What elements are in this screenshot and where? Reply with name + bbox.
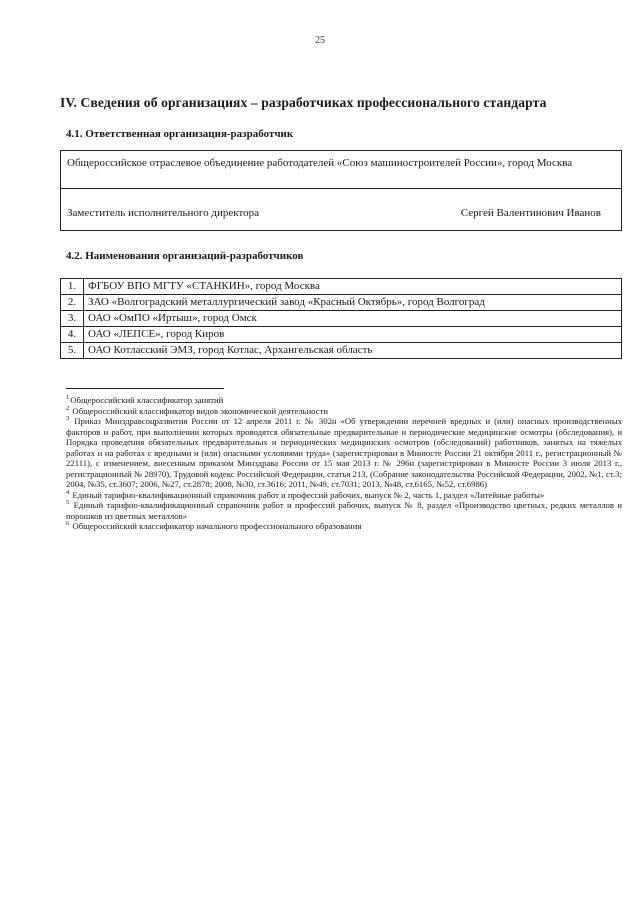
footnote-3 [66, 416, 622, 490]
page-number: 25 [315, 35, 325, 46]
table-row [61, 343, 622, 359]
responsible-org-heading: 4.1. Ответственная организация-разработчик [66, 128, 294, 140]
footnote-text: Единый тарифно-квалификационный справочник работ и профессий рабочих, выпуск № 8, раздел «Производство цветных, редких металлов и порошков из цветных металлов» [66, 500, 623, 521]
org-name-cell: ОАО Котласский ЭМЗ, город Котлас, Архангельская область [84, 343, 622, 359]
footnote-separator [66, 388, 224, 389]
row-number: 4. [61, 327, 84, 343]
footnote-text: Общероссийский классификатор начального профессионального образования [72, 521, 362, 531]
footnote-mark: 4 [66, 488, 70, 496]
responsible-org-box [60, 150, 622, 231]
responsible-person-name: Сергей Валентинович Иванов [460, 207, 601, 219]
row-number: 1. [61, 279, 84, 295]
footnote-1 [66, 395, 622, 406]
footnote-text: Общероссийский классификатор видов экономической деятельности [72, 405, 329, 416]
developer-orgs-table [60, 278, 622, 359]
footnote-text: Единый тарифно-квалификационный справочник работ и профессий рабочих, выпуск № 2, часть 1, раздел «Литейные работы» [72, 489, 545, 500]
footnote-6 [66, 521, 622, 532]
footnote-text: Приказ Минздравсоцразвития России от 12 апреля 2011 г. № 302н «Об утверждении перечней вредных и (или) опасных производственных факторов и работ, при выполнении которых проводятся обязательные предварительные и периодические медицинские осмотры (обследования), и Порядка проведения обязательных предварительных и периодических медицинских осмотров (обследований) работников, занятых на тяжелых работах и на работах с вредными и (или) опасными условиями труда» (зарегистрирован в Минюсте России 21 октября 2011 г., регистрационный № 22111), с изменением, внесенным приказом Минздрава России от 15 мая 2013 г. № 296н (зарегистрирован в Минюсте России 3 июля 2013 г., регистрационный № 28970), Трудовой кодекс Российской Федерации, статья 213, (Собрание законодательства Российской Федерации, 2002, №1, ст.3; 2004, №35, ст.3607; 2006, №27, ст.2878; 2008, №30, ст.3616; 2011, №49, ст.7031; 2013, №48, ст.6165, №52, ст.6986) [66, 416, 622, 489]
footnote-2 [66, 406, 622, 417]
table-row [61, 327, 622, 343]
responsible-org-name: Общероссийское отраслевое объединение работодателей «Союз машиностроителей России», город Москва [67, 157, 573, 169]
footnote-mark: 3 [66, 415, 70, 423]
footnote-mark: 1 [66, 394, 70, 402]
org-box-divider [61, 188, 621, 189]
org-name-cell: ЗАО «Волгоградский металлургический завод «Красный Октябрь», город Волгоград [84, 295, 622, 311]
row-number: 3. [61, 311, 84, 327]
footnote-mark: 2 [66, 404, 70, 412]
section-title: IV. Сведения об организациях – разработчиках профессионального стандарта [60, 95, 547, 110]
org-name-cell: ФГБОУ ВПО МГТУ «СТАНКИН», город Москва [84, 279, 622, 295]
developer-orgs-heading: 4.2. Наименования организаций-разработчиков [66, 250, 304, 262]
org-name-cell: ОАО «ЛЕПСЕ», город Киров [84, 327, 622, 343]
responsible-person-role: Заместитель исполнительного директора [67, 207, 259, 219]
org-name-cell: ОАО «ОмПО «Иртыш», город Омск [84, 311, 622, 327]
footnote-4 [66, 490, 622, 501]
footnote-text: Общероссийский классификатор занятий [70, 395, 224, 405]
footnotes [66, 395, 622, 532]
row-number: 2. [61, 295, 84, 311]
table-row [61, 279, 622, 295]
footnote-5 [66, 500, 622, 521]
table-row [61, 311, 622, 327]
table-row [61, 295, 622, 311]
footnote-mark: 6 [66, 520, 70, 528]
footnote-mark: 5 [66, 499, 70, 507]
row-number: 5. [61, 343, 84, 359]
